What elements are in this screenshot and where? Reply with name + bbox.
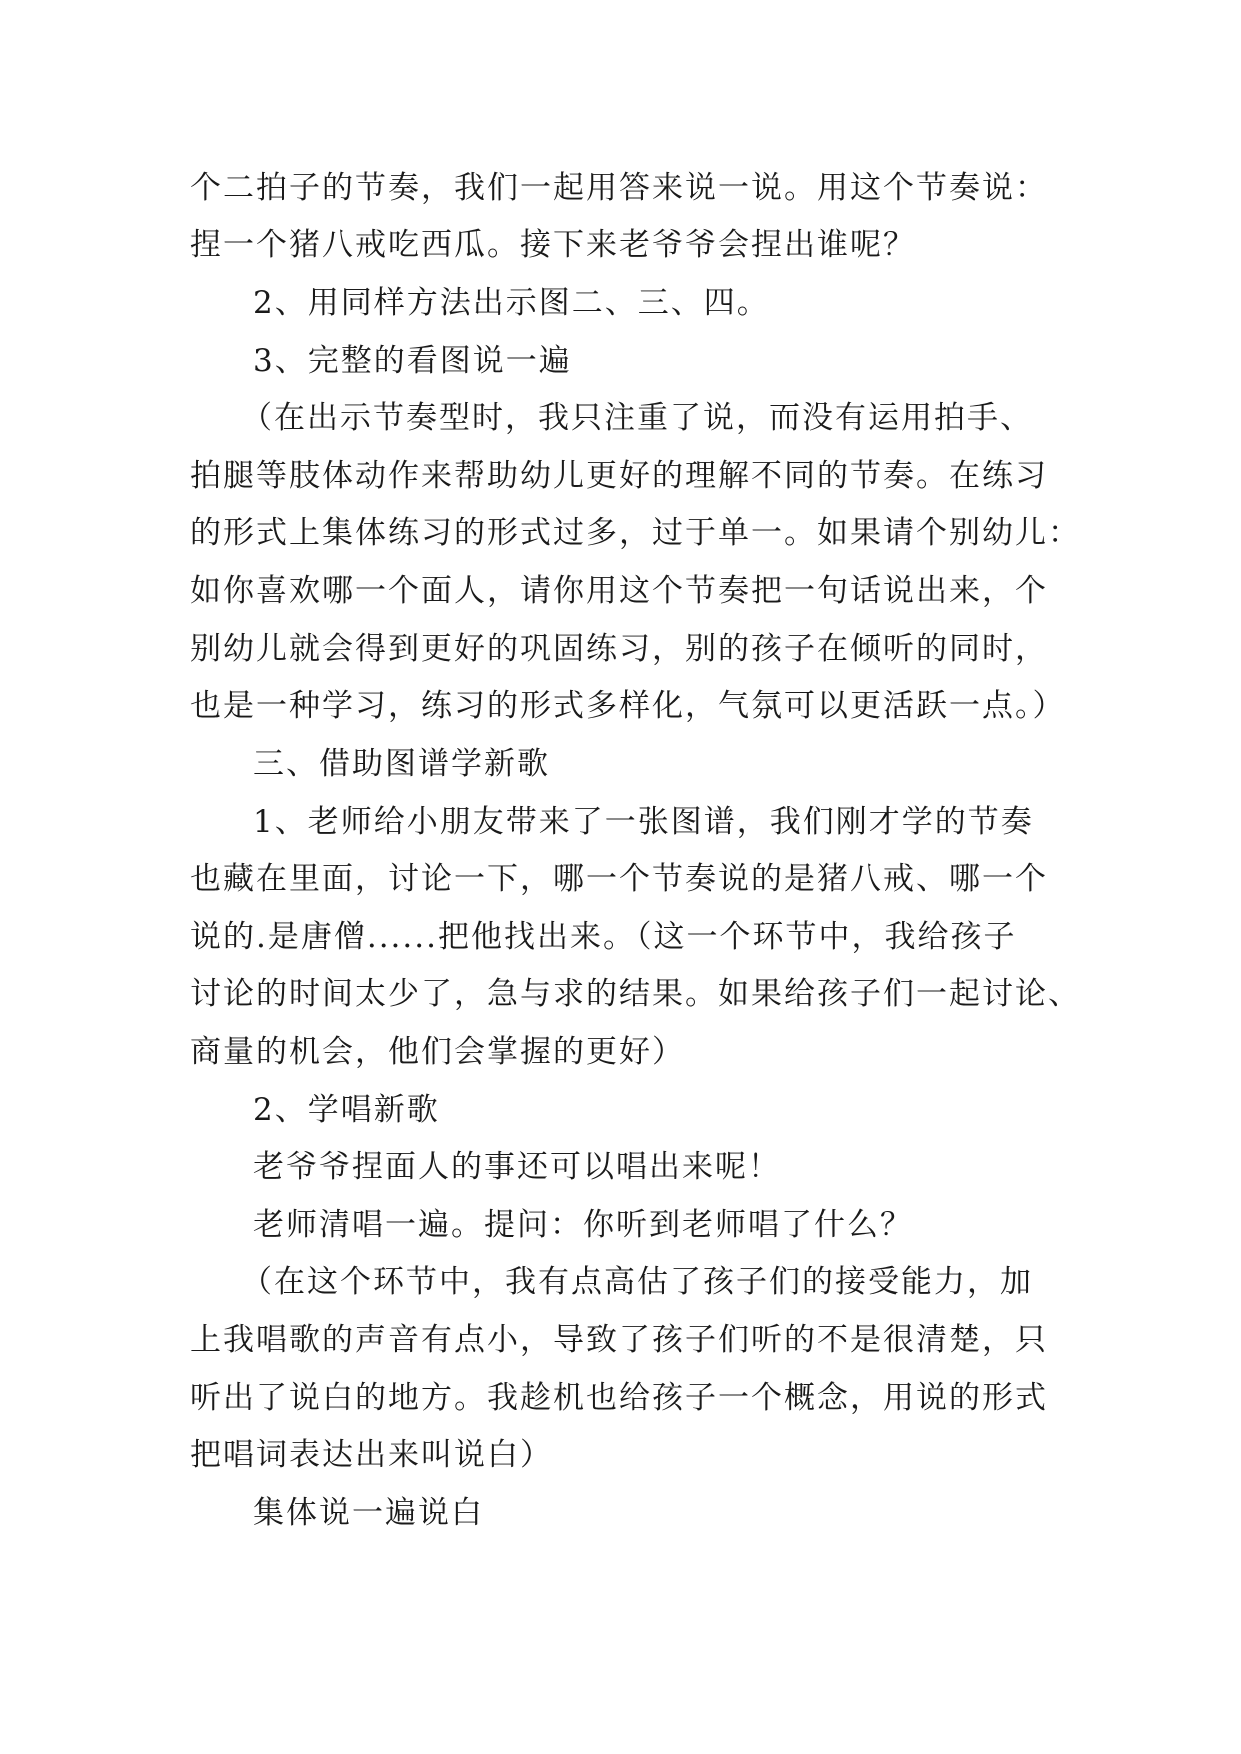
text-line: 2、用同样方法出示图二、三、四。 — [253, 285, 770, 321]
text-line: 商量的机会，他们会掌握的更好） — [190, 1034, 685, 1070]
text-line: 别幼儿就会得到更好的巩固练习，别的孩子在倾听的同时， — [190, 631, 1048, 667]
text-line: 老师清唱一遍。提问：你听到老师唱了什么？ — [253, 1207, 913, 1243]
text-line: 捏一个猪八戒吃西瓜。接下来老爷爷会捏出谁呢？ — [190, 227, 916, 263]
text-line: 个二拍子的节奏，我们一起用答来说一说。用这个节奏说： — [190, 170, 1048, 206]
text-line: 2、学唱新歌 — [253, 1092, 440, 1128]
text-line: 如你喜欢哪一个面人，请你用这个节奏把一句话说出来，个 — [190, 573, 1048, 609]
text-line: 3、完整的看图说一遍 — [253, 343, 572, 379]
text-line: 也藏在里面，讨论一下，哪一个节奏说的是猪八戒、哪一个 — [190, 861, 1048, 897]
text-line: （在这个环节中，我有点高估了孩子们的接受能力，加 — [241, 1264, 1033, 1300]
text-line: （在出示节奏型时，我只注重了说，而没有运用拍手、 — [241, 400, 1033, 436]
text-line: 说的.是唐僧......把他找出来。（这一个环节中，我给孩子 — [190, 919, 1017, 955]
text-line: 讨论的时间太少了，急与求的结果。如果给孩子们一起讨论、 — [190, 976, 1081, 1012]
text-line: 把唱词表达出来叫说白） — [190, 1437, 553, 1473]
section-heading: 三、借助图谱学新歌 — [253, 746, 550, 782]
text-line: 的形式上集体练习的形式过多，过于单一。如果请个别幼儿： — [190, 515, 1081, 551]
text-line: 1、老师给小朋友带来了一张图谱，我们刚才学的节奏 — [253, 804, 1034, 840]
text-line: 集体说一遍说白 — [253, 1495, 484, 1531]
text-line: 拍腿等肢体动作来帮助幼儿更好的理解不同的节奏。在练习 — [190, 458, 1048, 494]
text-line: 听出了说白的地方。我趁机也给孩子一个概念，用说的形式 — [190, 1380, 1048, 1416]
text-line: 老爷爷捏面人的事还可以唱出来呢！ — [253, 1149, 781, 1185]
text-line: 上我唱歌的声音有点小，导致了孩子们听的不是很清楚，只 — [190, 1322, 1048, 1358]
text-line: 也是一种学习，练习的形式多样化，气氛可以更活跃一点。） — [190, 688, 1066, 724]
